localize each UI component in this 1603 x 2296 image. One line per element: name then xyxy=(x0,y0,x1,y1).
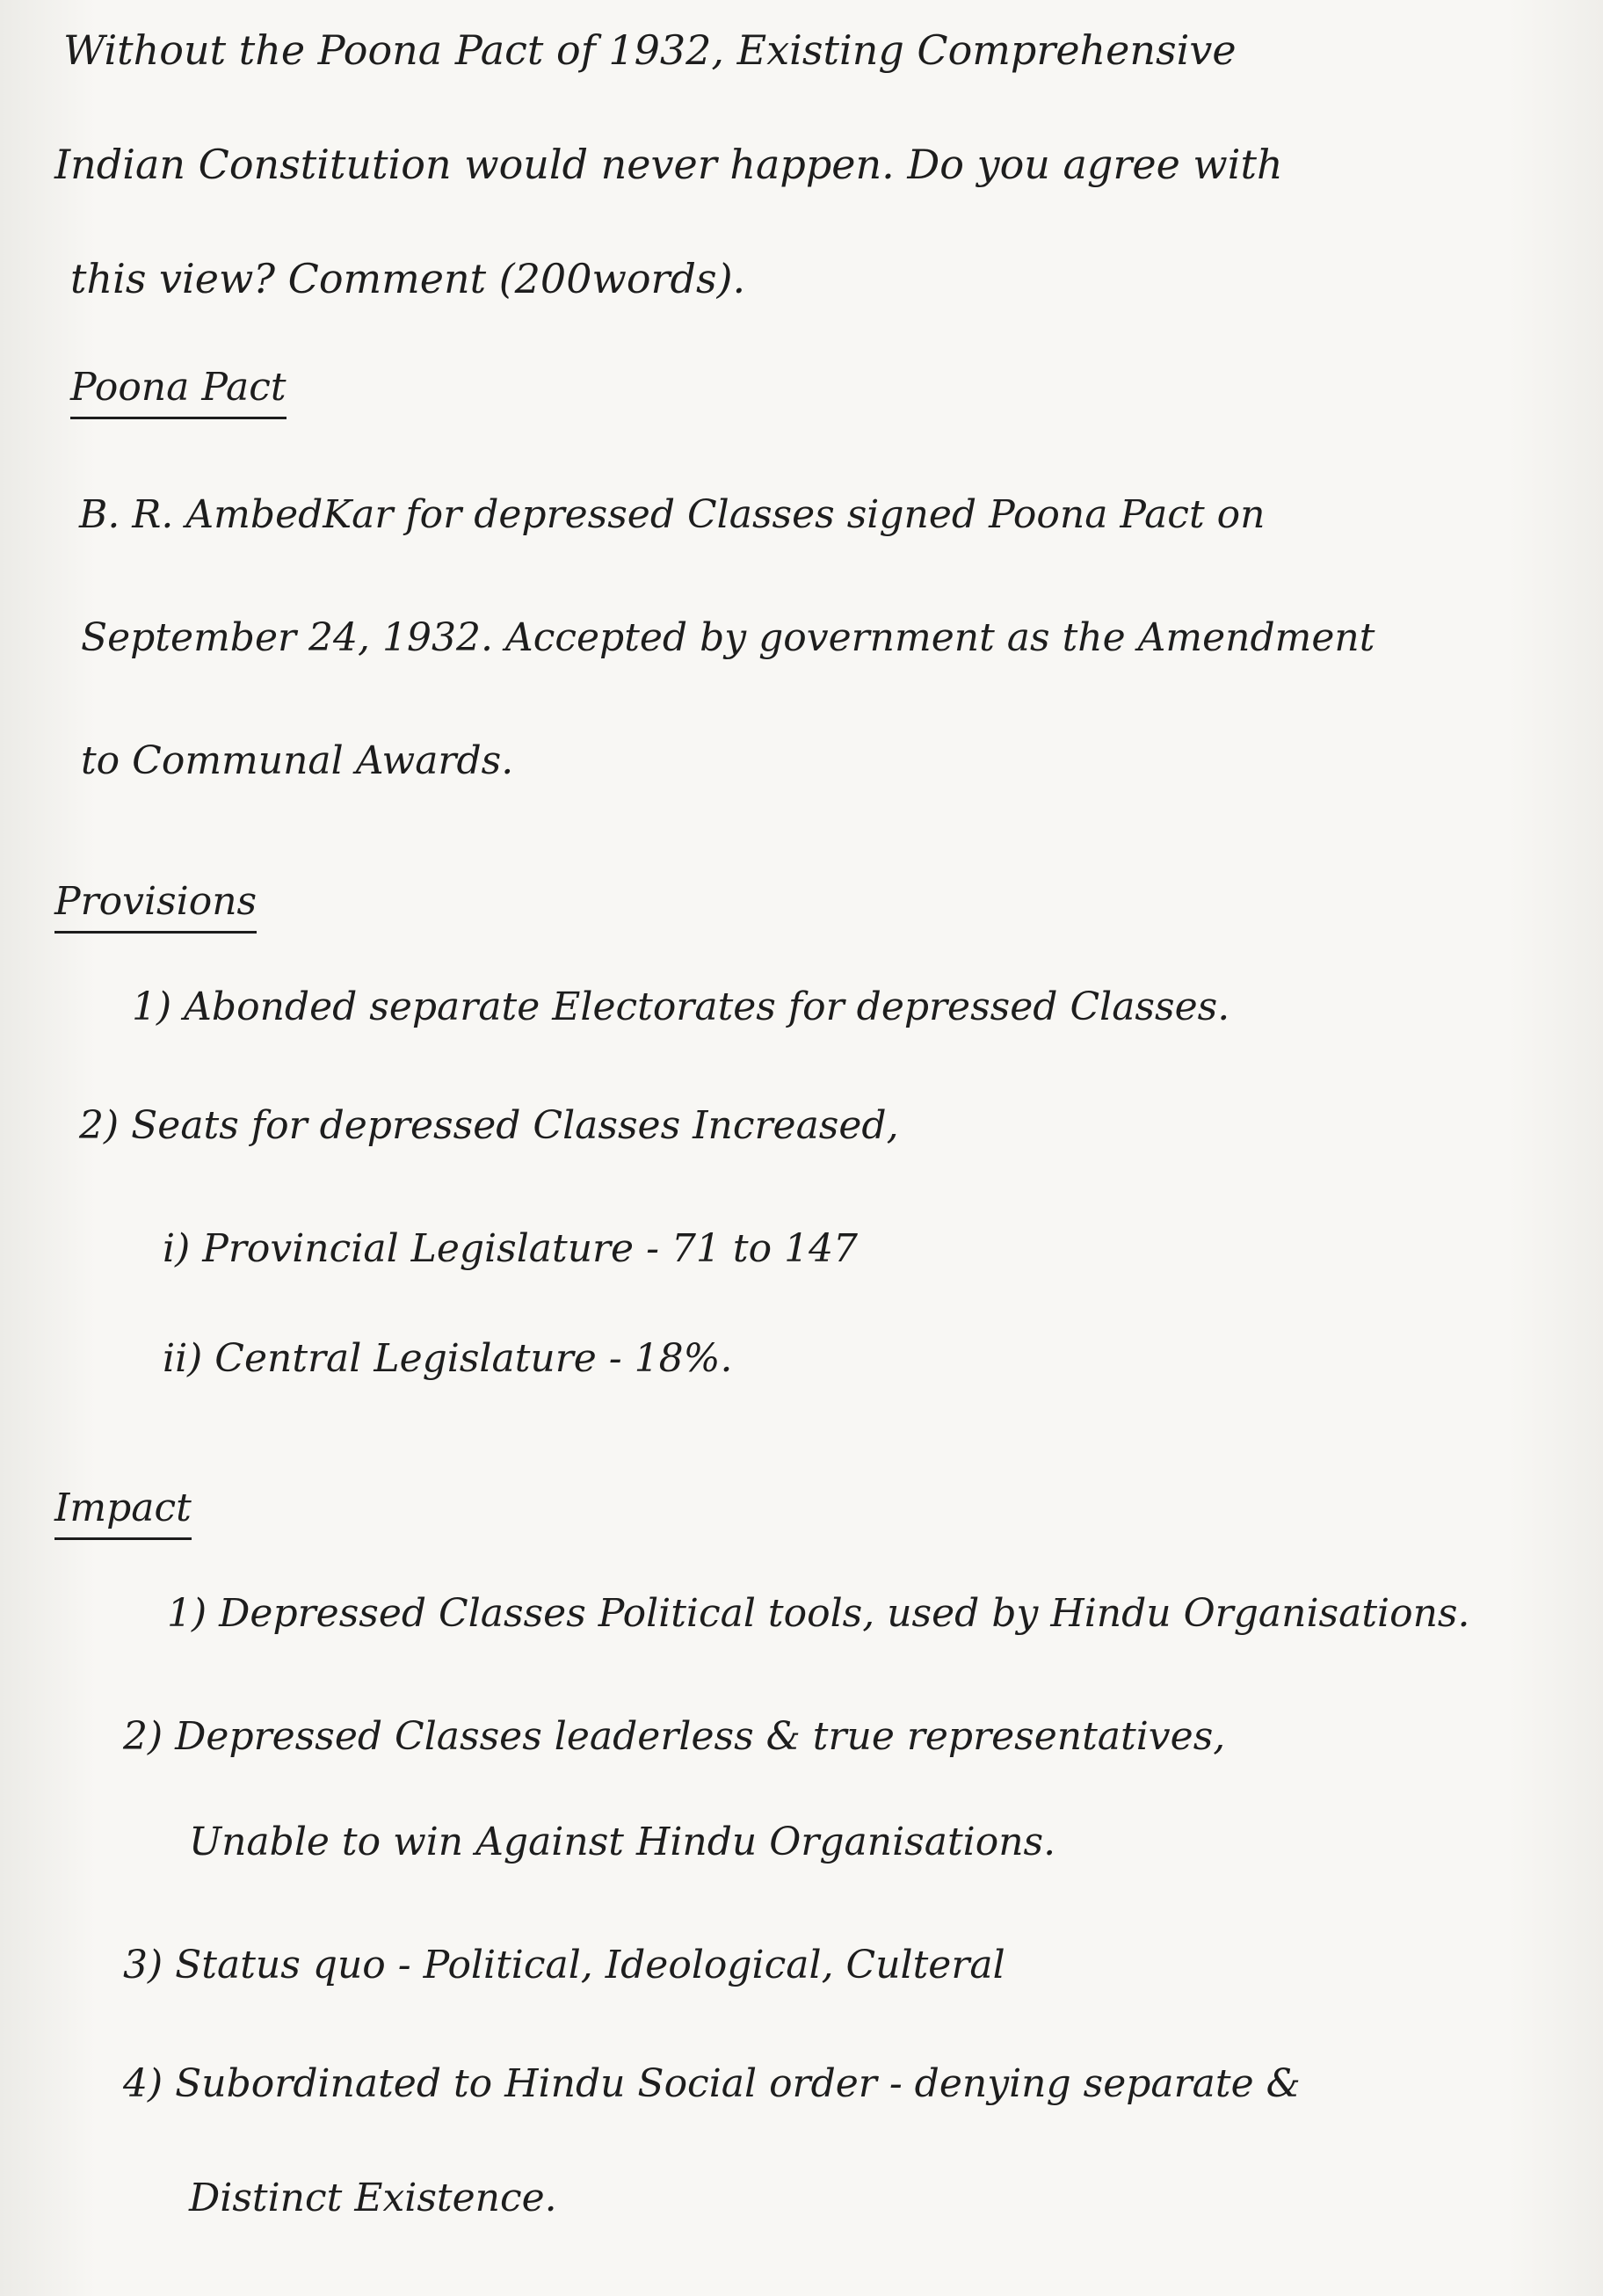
question-line-2: Indian Constitution would never happen. Do you agree with xyxy=(54,141,1283,188)
impact-item-4-line-1: 4) Subordinated to Hindu Social order - denying separate & xyxy=(123,2061,1301,2106)
poona-pact-line-1: B. R. AmbedKar for depressed Classes signed Poona Pact on xyxy=(79,492,1266,537)
impact-item-3: 3) Status quo - Political, Ideological, Culteral xyxy=(123,1943,1005,1987)
section-heading-impact xyxy=(54,1486,192,1540)
question-line-3: this view? Comment (200words). xyxy=(70,255,746,302)
provision-item-1: 1) Abonded separate Electorates for depressed Classes. xyxy=(132,985,1230,1029)
impact-heading-text: Impact xyxy=(54,1486,192,1540)
provision-item-2: 2) Seats for depressed Classes Increased, xyxy=(79,1103,899,1148)
impact-item-4-line-2: Distinct Existence. xyxy=(189,2176,557,2220)
impact-item-2-line-1: 2) Depressed Classes leaderless & true representatives, xyxy=(123,1714,1226,1759)
section-heading-poona-pact xyxy=(70,365,287,419)
impact-item-1: 1) Depressed Classes Political tools, used by Hindu Organisations. xyxy=(167,1591,1470,1636)
impact-item-2-line-2: Unable to win Against Hindu Organisations. xyxy=(189,1820,1056,1864)
provision-sub-item-1: i) Provincial Legislature - 71 to 147 xyxy=(163,1226,859,1271)
poona-pact-heading-text: Poona Pact xyxy=(70,365,287,419)
section-heading-provisions xyxy=(54,879,257,934)
question-line-1: Without the Poona Pact of 1932, Existing Comprehensive xyxy=(63,26,1237,74)
poona-pact-line-2: September 24, 1932. Accepted by government as the Amendment xyxy=(81,615,1375,660)
provision-sub-item-2: ii) Central Legislature - 18%. xyxy=(163,1336,733,1381)
provisions-heading-text: Provisions xyxy=(54,879,257,934)
poona-pact-line-3: to Communal Awards. xyxy=(81,738,514,783)
